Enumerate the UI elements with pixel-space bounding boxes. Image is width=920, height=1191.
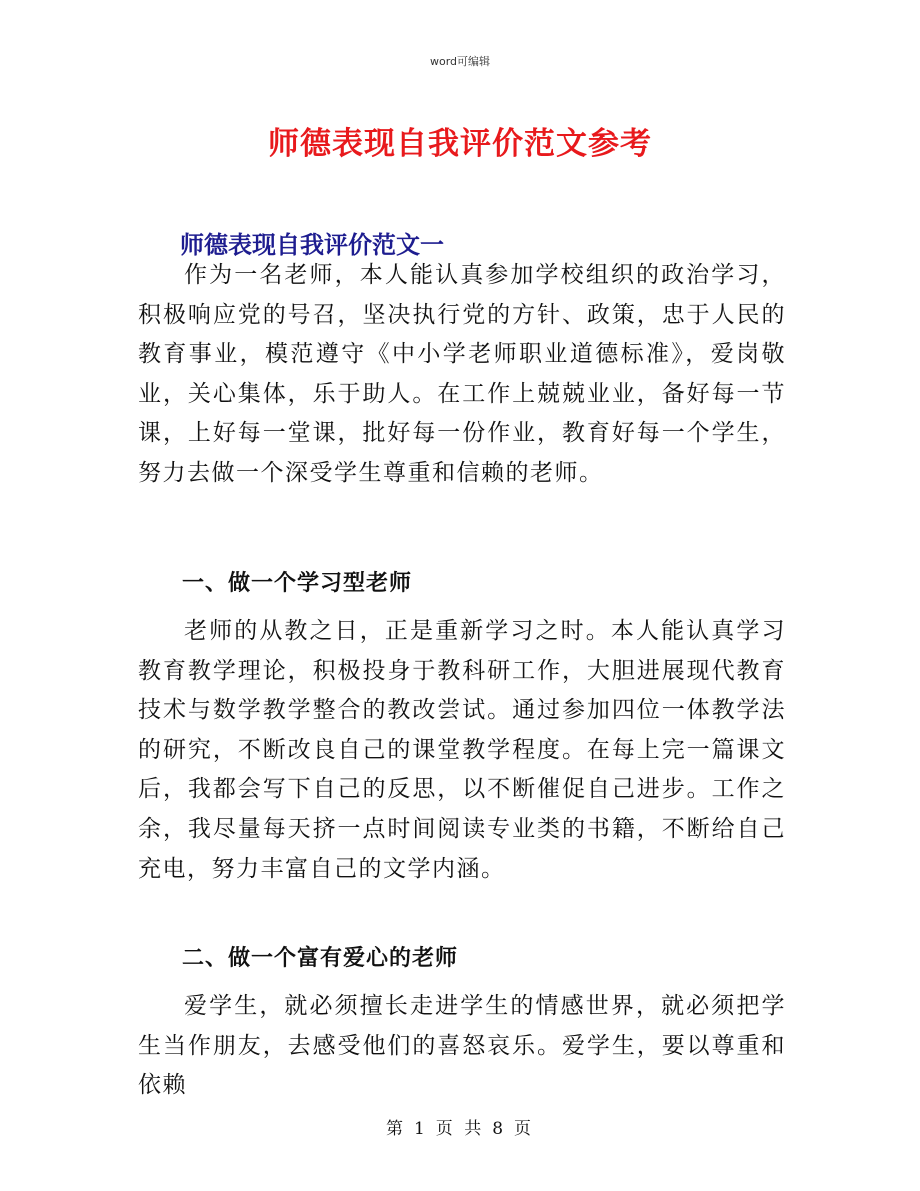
- document-subtitle: 师德表现自我评价范文一: [180, 231, 444, 259]
- intro-paragraph: 作为一名老师，本人能认真参加学校组织的政治学习，积极响应党的号召，坚决执行党的方针、政策，忠于人民的教育事业，模范遵守《中小学老师职业道德标准》，爱岗敬业，关心集体，乐于助人。在工作上兢兢业业，备好每一节课，上好每一堂课，批好每一份作业，教育好每一个学生，努力去做一个深受学生尊重和信赖的老师。: [138, 262, 786, 486]
- page-footer: [0, 1114, 920, 1139]
- footer-total-pages: 8: [492, 1119, 507, 1139]
- section-1-body: 老师的从教之日，正是重新学习之时。本人能认真学习教育教学理论，积极投身于教科研工作，大胆进展现代教育技术与数学教学整合的教改尝试。通过参加四位一体教学法的研究，不断改良自己的课堂教学程度。在每上完一篇课文后，我都会写下自己的反思，以不断催促自己进步。工作之余，我尽量每天挤一点时间阅读专业类的书籍，不断给自己充电，努力丰富自己的文学内涵。: [138, 618, 786, 882]
- document-title: 师德表现自我评价范文参考: [268, 126, 652, 162]
- footer-prefix: 第: [385, 1119, 406, 1139]
- section-1-heading: 一、做一个学习型老师: [182, 571, 413, 596]
- section-2-body: 爱学生，就必须擅长走进学生的情感世界，就必须把学生当作朋友，去感受他们的喜怒哀乐。爱学生，要以尊重和依赖: [138, 993, 786, 1099]
- header-note: word可编辑: [429, 55, 491, 68]
- footer-page-number: 1: [413, 1119, 428, 1139]
- footer-suffix: 页: [514, 1119, 535, 1139]
- section-2-heading: 二、做一个富有爱心的老师: [182, 946, 459, 971]
- footer-mid: 页 共: [435, 1119, 485, 1139]
